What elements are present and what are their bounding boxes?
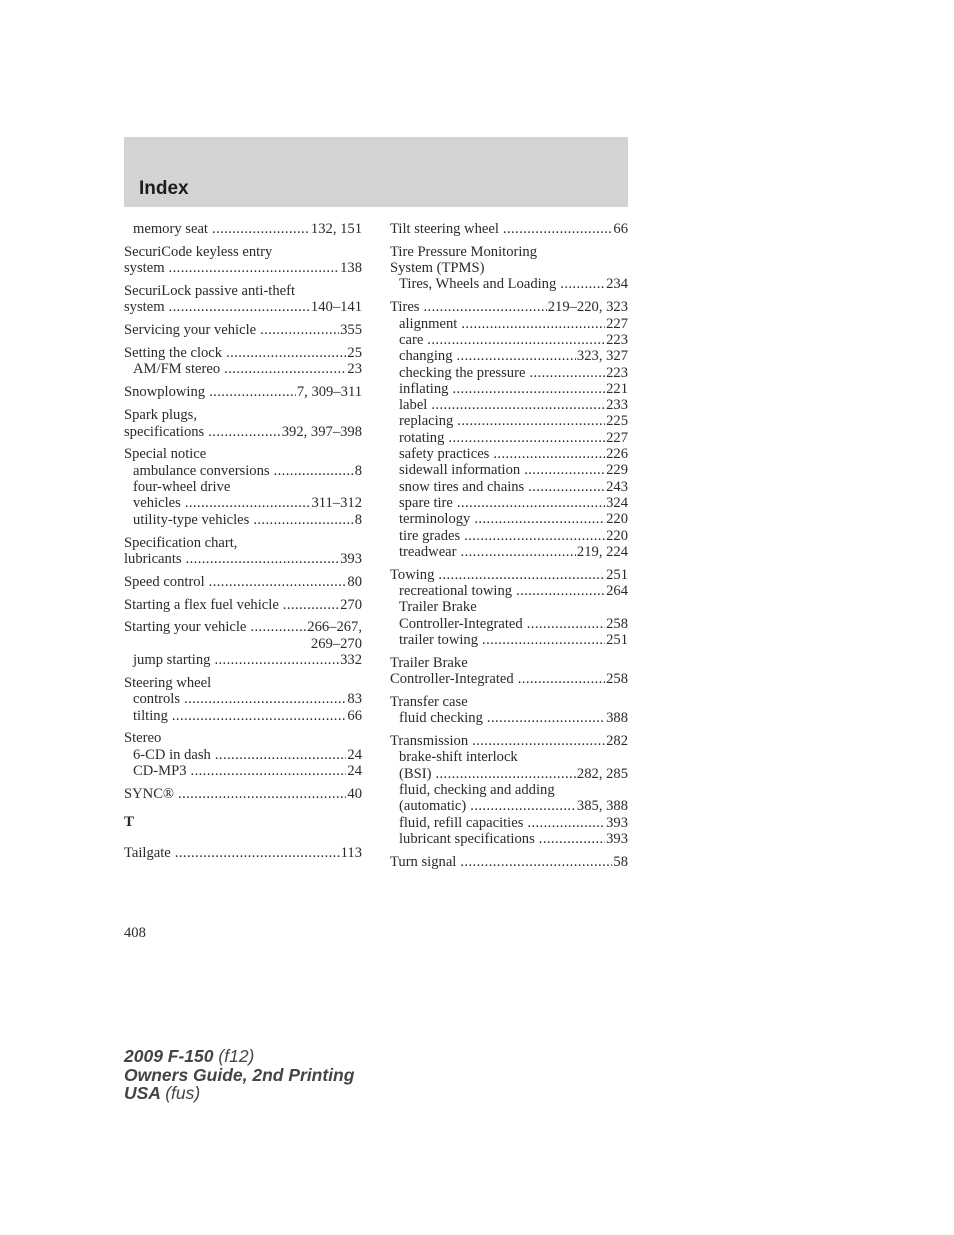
index-term: memory seat: [133, 221, 208, 237]
dot-leader: [461, 544, 576, 560]
index-term: safety practices: [399, 446, 490, 463]
index-term: alignment: [399, 315, 458, 332]
index-term: Servicing your vehicle: [124, 322, 257, 339]
index-entry: [390, 221, 628, 237]
dot-leader: [283, 597, 339, 613]
dot-leader: [274, 463, 354, 479]
index-page-ref: 132, 151: [310, 221, 362, 237]
index-term: terminology: [399, 511, 471, 528]
dot-leader: [472, 733, 605, 749]
index-term: (automatic): [399, 798, 467, 815]
index-subentry-line: [124, 747, 362, 763]
index-page-ref: 220: [606, 511, 628, 528]
index-entry: [124, 535, 362, 568]
index-term: SYNC®: [124, 785, 175, 802]
index-entry-line: [390, 694, 628, 710]
index-subentry-line: [390, 528, 628, 544]
index-entry-line: [124, 636, 362, 652]
index-term: Tailgate: [124, 844, 171, 861]
index-term: controls: [133, 691, 181, 708]
index-term: system: [124, 299, 165, 316]
index-page-ref: 332: [340, 652, 362, 669]
index-subentry-line: [390, 479, 628, 495]
dot-leader: [175, 845, 340, 861]
index-entry-line: [124, 322, 362, 338]
dot-leader: [224, 361, 346, 377]
index-term: system: [124, 260, 165, 277]
index-entry: [124, 322, 362, 338]
index-term: replacing: [399, 413, 454, 430]
index-term: checking the pressure: [399, 364, 526, 381]
index-entry-line: [124, 283, 362, 299]
dot-leader: [191, 763, 347, 779]
index-term: Tires, Wheels and Loading: [399, 276, 557, 293]
index-term: Stereo: [124, 730, 162, 747]
index-term: treadwear: [399, 543, 457, 560]
index-term: lubricant specifications: [399, 830, 535, 847]
index-term: Controller-Integrated: [390, 671, 514, 688]
index-term: ambulance conversions: [133, 462, 270, 479]
index-term: SecuriCode keyless entry: [124, 243, 273, 260]
index-term: fluid, checking and adding: [399, 782, 555, 799]
index-entry-line: [390, 854, 628, 870]
index-page-ref: 269–270: [310, 635, 362, 652]
index-page-ref: 80: [347, 573, 362, 590]
index-page-ref: 227: [606, 429, 628, 446]
dot-leader: [178, 786, 346, 802]
footer-market: USA: [124, 1083, 161, 1103]
index-term: Trailer Brake: [390, 654, 468, 671]
footer-line-3: [124, 1084, 354, 1103]
index-page-ref: 266–267,: [307, 619, 362, 636]
index-term: lubricants: [124, 550, 182, 567]
index-term: fluid checking: [399, 710, 483, 727]
dot-leader: [482, 632, 605, 648]
dot-leader: [186, 551, 340, 567]
index-page-ref: 311–312: [311, 495, 362, 512]
dot-leader: [470, 798, 576, 814]
index-entry: [390, 854, 628, 870]
dot-leader: [250, 619, 306, 635]
index-page-ref: 270: [340, 596, 362, 613]
index-subentry-line: [390, 511, 628, 527]
index-page-ref: 83: [347, 691, 362, 708]
index-subentry-line: [124, 361, 362, 377]
index-subentry-line: [390, 616, 628, 632]
index-page-ref: 40: [347, 785, 362, 802]
dot-leader: [438, 567, 605, 583]
index-subentry-line: [390, 381, 628, 397]
index-page-ref: 140–141: [310, 299, 362, 316]
index-term: tilting: [133, 707, 168, 724]
index-entry: [390, 733, 628, 847]
dot-leader: [493, 446, 605, 462]
dot-leader: [208, 424, 280, 440]
index-page-ref: 221: [606, 380, 628, 397]
index-term: (BSI): [399, 765, 432, 782]
index-page-ref: 58: [613, 853, 628, 870]
index-page-ref: 385, 388: [576, 798, 628, 815]
index-page-ref: 8: [354, 511, 362, 528]
index-page-ref: 282: [606, 733, 628, 750]
index-entry-line: [124, 551, 362, 567]
index-entry-line: [390, 655, 628, 671]
dot-leader: [503, 221, 613, 237]
index-page-ref: 66: [347, 707, 362, 724]
dot-leader: [169, 299, 310, 315]
index-subentry-line: [124, 463, 362, 479]
index-entry: [124, 384, 362, 400]
dot-leader: [214, 652, 339, 668]
index-term: recreational towing: [399, 583, 513, 600]
index-term: spare tire: [399, 494, 453, 511]
index-entry-line: [390, 244, 628, 260]
index-term: Starting your vehicle: [124, 619, 247, 636]
index-page-ref: 392, 397–398: [281, 423, 362, 440]
index-column-right: [390, 221, 628, 877]
index-term: Turn signal: [390, 853, 457, 870]
dot-leader: [518, 671, 605, 687]
index-entry: [124, 619, 362, 668]
index-page-ref: 220: [606, 527, 628, 544]
index-entry-line: [124, 384, 362, 400]
index-page-ref: 388: [606, 710, 628, 727]
index-page-ref: 24: [347, 763, 362, 780]
index-page-ref: 234: [606, 276, 628, 293]
index-subentry-line: [390, 495, 628, 511]
footer-line-2: [124, 1066, 354, 1085]
index-entry-line: [390, 221, 628, 237]
index-term: changing: [399, 348, 453, 365]
index-page-ref: 258: [606, 671, 628, 688]
dot-leader: [172, 708, 347, 724]
index-term: Special notice: [124, 446, 207, 463]
footer-market-code: (fus): [165, 1083, 201, 1103]
index-page-ref: 251: [606, 631, 628, 648]
index-subentry-line: [390, 446, 628, 462]
index-entry: [124, 597, 362, 613]
dot-leader: [423, 299, 546, 315]
dot-leader: [185, 495, 311, 511]
index-term: fluid, refill capacities: [399, 814, 524, 831]
index-subentry-line: [390, 815, 628, 831]
dot-leader: [457, 413, 605, 429]
index-entry: [124, 786, 362, 802]
index-page-ref: 243: [606, 478, 628, 495]
dot-leader: [452, 381, 605, 397]
index-term: label: [399, 397, 428, 414]
dot-leader: [253, 512, 353, 528]
index-subentry-line: [390, 749, 628, 765]
index-subentry-line: [124, 652, 362, 668]
dot-leader: [487, 710, 605, 726]
index-subentry-line: [390, 316, 628, 332]
index-entry: [124, 574, 362, 590]
index-term: specifications: [124, 423, 205, 440]
index-subentry-line: [390, 831, 628, 847]
index-page-ref: 229: [606, 462, 628, 479]
index-entry-line: [124, 675, 362, 691]
index-subentry-line: [124, 708, 362, 724]
index-term: jump starting: [133, 652, 211, 669]
footer-model: 2009 F-150: [124, 1046, 214, 1066]
page-number: 408: [124, 925, 146, 941]
index-subentry-line: [124, 479, 362, 495]
footer-edition: Owners Guide, 2nd Printing: [124, 1064, 355, 1085]
index-term: Speed control: [124, 573, 205, 590]
index-entry-line: [124, 407, 362, 423]
index-subentry-line: [124, 495, 362, 511]
page-title: Index: [139, 178, 189, 199]
index-page-ref: 227: [606, 315, 628, 332]
index-term: four-wheel drive: [133, 479, 231, 496]
index-subentry-line: [390, 332, 628, 348]
index-entry-line: [124, 535, 362, 551]
index-entry: [124, 221, 362, 237]
dot-leader: [460, 854, 612, 870]
index-term: Towing: [390, 566, 435, 583]
index-entry: [390, 694, 628, 727]
dot-leader: [212, 221, 310, 237]
header-band: [124, 137, 628, 207]
index-term: Tire Pressure Monitoring: [390, 243, 538, 260]
dot-leader: [528, 479, 605, 495]
index-entry: [390, 655, 628, 688]
dot-leader: [474, 511, 605, 527]
index-term: trailer towing: [399, 631, 479, 648]
index-page-ref: 24: [347, 746, 362, 763]
index-entry: [390, 244, 628, 293]
index-entry: [124, 446, 362, 527]
index-entry-line: [390, 260, 628, 276]
index-term: AM/FM stereo: [133, 361, 221, 378]
index-term: Steering wheel: [124, 674, 212, 691]
index-entry-line: [390, 567, 628, 583]
dot-leader: [457, 348, 576, 364]
index-subentry-line: [390, 710, 628, 726]
index-entry-line: [124, 446, 362, 462]
dot-leader: [435, 766, 575, 782]
index-subentry-line: [390, 632, 628, 648]
index-page-ref: 264: [606, 583, 628, 600]
dot-leader: [431, 397, 605, 413]
dot-leader: [427, 332, 605, 348]
dot-leader: [209, 384, 296, 400]
index-page-ref: 113: [340, 844, 362, 861]
index-page-ref: 66: [613, 221, 628, 237]
index-page-ref: 233: [606, 397, 628, 414]
index-page-ref: 355: [340, 322, 362, 339]
dot-leader: [448, 430, 605, 446]
index-entry-line: [390, 671, 628, 687]
index-page-ref: 7, 309–311: [296, 384, 362, 401]
index-entry-line: [124, 244, 362, 260]
footer-line-1: [124, 1047, 354, 1066]
index-entry-line: [124, 345, 362, 361]
index-term: tire grades: [399, 527, 461, 544]
dot-leader: [539, 831, 605, 847]
index-term: Spark plugs,: [124, 407, 197, 424]
index-term: Specification chart,: [124, 534, 238, 551]
index-entry: [124, 845, 362, 861]
index-entry: [124, 345, 362, 378]
index-entry-line: [124, 730, 362, 746]
index-entry: [390, 299, 628, 560]
index-entry: [124, 407, 362, 440]
index-page-ref: 393: [340, 550, 362, 567]
index-term: System (TPMS): [390, 260, 485, 277]
index-entry-line: [390, 733, 628, 749]
index-page-ref: 23: [347, 361, 362, 378]
index-subentry-line: [390, 413, 628, 429]
index-page-ref: 138: [340, 260, 362, 277]
index-term: 6-CD in dash: [133, 746, 211, 763]
index-page-ref: 225: [606, 413, 628, 430]
index-subentry-line: [390, 766, 628, 782]
footer-model-code: (f12): [218, 1046, 255, 1066]
index-subentry-line: [124, 691, 362, 707]
index-entry-line: [124, 424, 362, 440]
document-footer: [124, 1047, 354, 1103]
index-subentry-line: [390, 462, 628, 478]
index-term: Transmission: [390, 733, 469, 750]
index-entry: [124, 730, 362, 779]
index-term: snow tires and chains: [399, 478, 525, 495]
dot-leader: [560, 276, 605, 292]
index-entry: [124, 283, 362, 316]
index-entry-line: [124, 619, 362, 635]
index-entry-line: [124, 299, 362, 315]
index-subentry-line: [390, 397, 628, 413]
dot-leader: [461, 316, 605, 332]
dot-leader: [527, 815, 605, 831]
dot-leader: [226, 345, 346, 361]
index-page-ref: 323, 327: [576, 348, 628, 365]
dot-leader: [457, 495, 605, 511]
dot-leader: [169, 260, 340, 276]
index-subentry-line: [390, 782, 628, 798]
index-term: utility-type vehicles: [133, 511, 250, 528]
index-entry-line: [390, 299, 628, 315]
index-term: rotating: [399, 429, 445, 446]
index-page-ref: 324: [606, 494, 628, 511]
index-page-ref: 251: [606, 566, 628, 583]
index-subentry-line: [390, 348, 628, 364]
index-subentry-line: [390, 430, 628, 446]
index-term: brake-shift interlock: [399, 749, 518, 766]
dot-leader: [260, 322, 339, 338]
dot-leader: [529, 365, 605, 381]
index-page-ref: 219–220, 323: [547, 299, 628, 316]
index-page-ref: 226: [606, 446, 628, 463]
index-page-ref: 25: [347, 345, 362, 362]
index-term: Starting a flex fuel vehicle: [124, 596, 279, 613]
index-page-ref: 223: [606, 331, 628, 348]
index-entry: [124, 675, 362, 724]
index-page-ref: 393: [606, 830, 628, 847]
index-entry-line: [124, 845, 362, 861]
dot-leader: [527, 616, 605, 632]
index-subentry-line: [124, 221, 362, 237]
dot-leader: [464, 528, 605, 544]
index-entry: [390, 567, 628, 648]
dot-leader: [209, 574, 347, 590]
dot-leader: [184, 691, 346, 707]
index-term: CD-MP3: [133, 763, 187, 780]
index-subentry-line: [390, 798, 628, 814]
index-entry-line: [124, 786, 362, 802]
index-entry-line: [124, 260, 362, 276]
index-page-ref: 258: [606, 615, 628, 632]
index-subentry-line: [390, 599, 628, 615]
index-term: Tilt steering wheel: [390, 221, 499, 237]
index-term: care: [399, 331, 424, 348]
index-term: Transfer case: [390, 693, 468, 710]
index-term: Snowplowing: [124, 384, 206, 401]
index-letter-heading: T: [124, 814, 135, 831]
index-term: inflating: [399, 380, 449, 397]
index-term: sidewall information: [399, 462, 521, 479]
index-subentry-line: [124, 763, 362, 779]
index-subentry-line: [124, 512, 362, 528]
index-page-ref: 219, 224: [576, 543, 628, 560]
index-term: Tires: [390, 299, 420, 316]
index-term: Controller-Integrated: [399, 615, 523, 632]
index-page-ref: 223: [606, 364, 628, 381]
index-subentry-line: [390, 544, 628, 560]
index-term: Trailer Brake: [399, 599, 477, 616]
index-entry: [124, 244, 362, 277]
index-term: SecuriLock passive anti-theft: [124, 283, 296, 300]
index-subentry-line: [390, 583, 628, 599]
index-term: Setting the clock: [124, 345, 223, 362]
index-term: vehicles: [133, 495, 181, 512]
dot-leader: [524, 462, 605, 478]
index-subentry-line: [390, 365, 628, 381]
index-entry-line: [124, 597, 362, 613]
index-column-left: [124, 221, 362, 867]
dot-leader: [516, 583, 605, 599]
index-subentry-line: [390, 276, 628, 292]
index-page-ref: 8: [354, 462, 362, 479]
dot-leader: [215, 747, 347, 763]
index-page-ref: 393: [606, 814, 628, 831]
index-entry-line: [124, 574, 362, 590]
index-page-ref: 282, 285: [576, 765, 628, 782]
